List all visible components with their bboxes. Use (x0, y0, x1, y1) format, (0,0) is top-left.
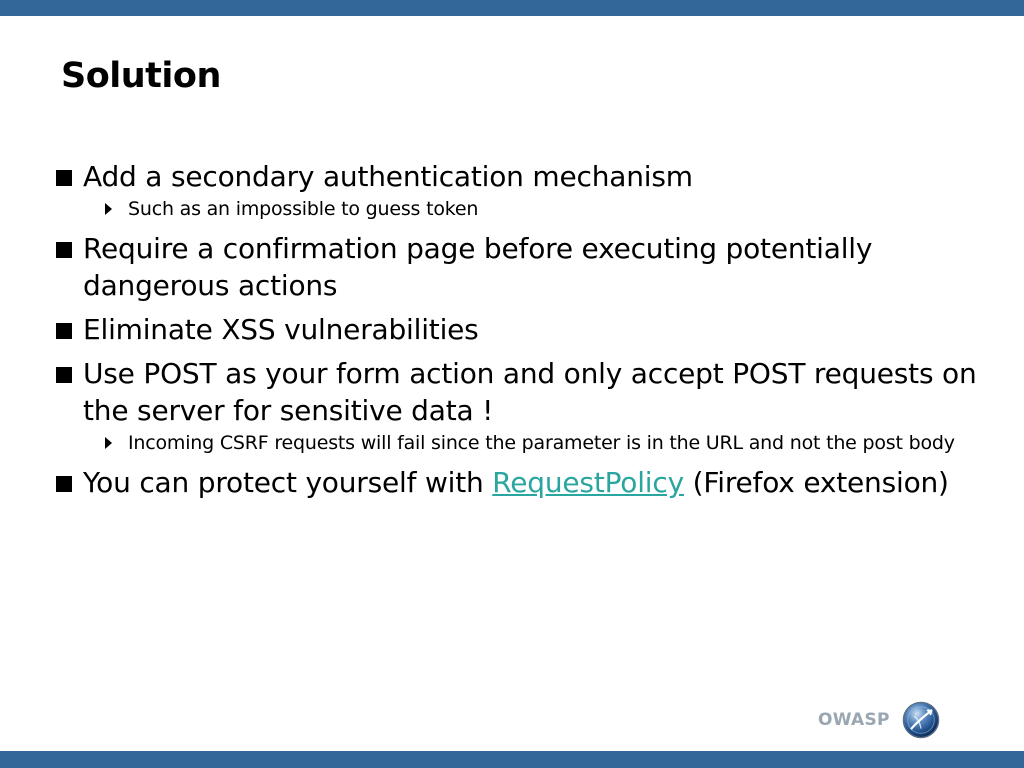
sub-bullet-item (56, 429, 986, 457)
bullet-text-before-link: You can protect yourself with (83, 466, 493, 499)
bullet-text-after-link: (Firefox extension) (683, 466, 949, 499)
square-bullet-icon (56, 242, 72, 258)
bullet-text: Use POST as your form action and only accept POST requests on the server for sensitive data ! (83, 357, 977, 427)
owasp-logo (818, 698, 940, 742)
bullet-item (56, 464, 986, 501)
sub-bullet-item (56, 195, 986, 223)
sub-bullet-text: Incoming CSRF requests will fail since the parameter is in the URL and not the post body (128, 432, 955, 454)
square-bullet-icon (56, 170, 72, 186)
bullet-item (56, 355, 986, 429)
sub-bullet-text: Such as an impossible to guess token (128, 198, 479, 220)
square-bullet-icon (56, 476, 72, 492)
bullet-item (56, 158, 986, 195)
bullet-text: Eliminate XSS vulnerabilities (83, 313, 479, 346)
square-bullet-icon (56, 323, 72, 339)
square-bullet-icon (56, 367, 72, 383)
top-accent-bar (0, 0, 1024, 16)
requestpolicy-link[interactable]: RequestPolicy (492, 466, 684, 499)
bullet-item (56, 230, 986, 304)
bullet-text: Add a secondary authentication mechanism (83, 160, 693, 193)
bullet-item (56, 311, 986, 348)
triangle-bullet-icon (105, 437, 112, 449)
owasp-globe-icon (902, 701, 940, 739)
logo-text: OWASP (818, 710, 890, 730)
bullet-list (56, 158, 986, 501)
bottom-accent-bar (0, 751, 1024, 768)
bullet-text: Require a confirmation page before executing potentially dangerous actions (83, 232, 873, 302)
slide-title: Solution (61, 56, 221, 96)
triangle-bullet-icon (105, 203, 112, 215)
